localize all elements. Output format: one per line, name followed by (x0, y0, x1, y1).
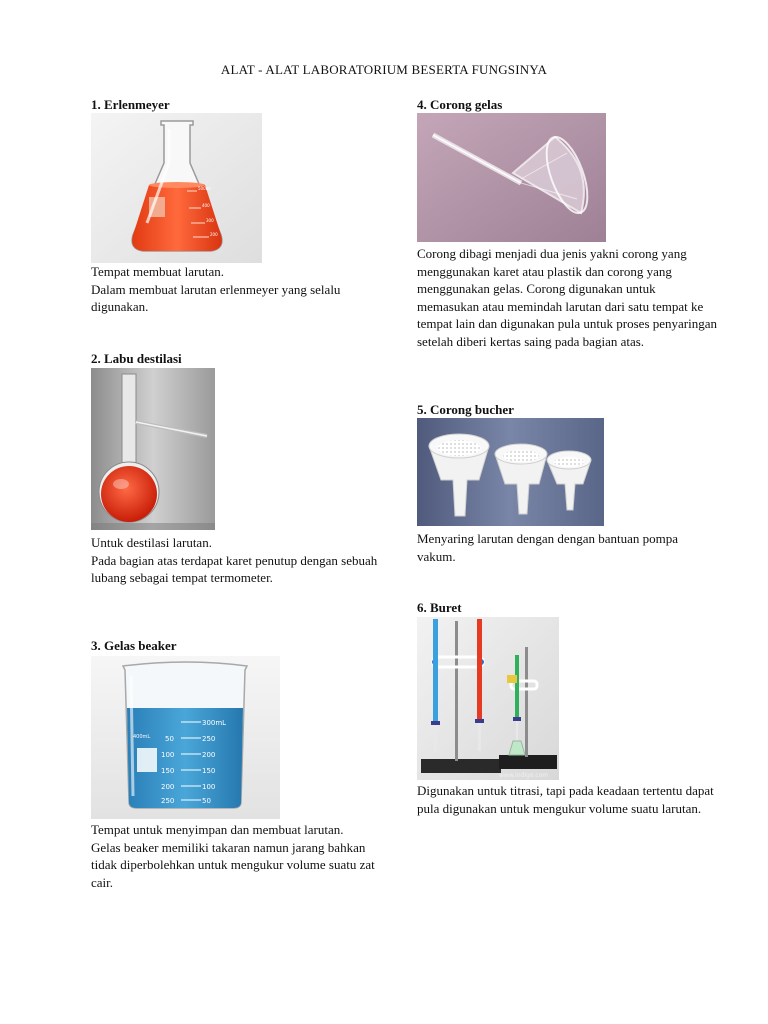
beaker-photo (91, 656, 280, 819)
erlenmeyer-description (91, 263, 391, 316)
beaker-mark-300: 300mL (202, 719, 227, 727)
buchner-funnel-photo (417, 418, 604, 526)
heading-corong-bucher: 5. Corong bucher (417, 402, 514, 417)
erlen-mark-200: 200 (210, 232, 218, 237)
beaker-left-mark-50: 50 (165, 735, 174, 743)
glass-funnel-photo (417, 113, 606, 242)
burette-description (417, 782, 717, 817)
beaker-mark-150: 150 (202, 767, 216, 775)
document-title: ALAT - ALAT LABORATORIUM BESERTA FUNGSINYA (220, 62, 548, 77)
erlenmeyer-line-1: Tempat membuat larutan. (91, 264, 225, 279)
beaker-mark-250: 250 (202, 735, 216, 743)
erlen-mark-400: 400 (202, 203, 210, 208)
erlen-mark-300: 300 (206, 218, 214, 223)
glass-funnel-description (417, 245, 717, 350)
erlenmeyer-line-2: Dalam membuat larutan erlenmeyer yang selalu digunakan. (91, 281, 341, 314)
buchner-description (417, 530, 717, 565)
beaker-mark-200: 200 (202, 751, 216, 759)
beaker-left-mark-150: 150 (161, 767, 175, 775)
glass-funnel-line-1: Corong dibagi menjadi dua jenis yakni corong yang menggunakan karet atau plastik dan corong yang menggunakan gelas. Corong digunakan untuk memasukan atau memindah larutan dari satu tempat ke tempat lain dan digunakan pula untuk proses penyaringan setelah diberi kertas saing pada bagian atas. (417, 246, 718, 349)
burette-stand-icon (417, 617, 559, 780)
beaker-mark-50: 50 (202, 797, 211, 805)
heading-labu-destilasi: 2. Labu destilasi (91, 351, 182, 366)
beaker-left-mark-200: 200 (161, 783, 175, 791)
burette-line-1: Digunakan untuk titrasi, tapi pada keadaan tertentu dapat pula digunakan untuk mengukur volume suatu larutan. (417, 783, 714, 816)
buchner-funnel-icon (417, 418, 604, 526)
erlen-mark-500: 500ml (198, 186, 211, 191)
buchner-line-1: Menyaring larutan dengan dengan bantuan pompa vakum. (417, 531, 678, 564)
beaker-left-mark-100: 100 (161, 751, 175, 759)
beaker-brand: 400mL (133, 734, 151, 740)
heading-buret: 6. Buret (417, 600, 462, 615)
beaker-left-mark-250: 250 (161, 797, 175, 805)
beaker-mark-100: 100 (202, 783, 216, 791)
distillation-line-2: Pada bagian atas terdapat karet penutup dengan sebuah lubang sebagai tempat termometer. (91, 552, 378, 585)
erlenmeyer-photo (91, 113, 262, 263)
heading-erlenmeyer: 1. Erlenmeyer (91, 97, 170, 112)
beaker-icon (91, 656, 280, 819)
burette-watermark: www.indigo.com (499, 772, 549, 779)
heading-gelas-beaker: 3. Gelas beaker (91, 638, 177, 653)
erlenmeyer-flask-icon (91, 113, 262, 263)
distillation-line-1: Untuk destilasi larutan. (91, 535, 212, 550)
distillation-flask-icon (91, 368, 215, 530)
beaker-line-2: Gelas beaker memiliki takaran namun jarang bahkan tidak diperbolehkan untuk mengukur volume suatu zat cair. (91, 839, 375, 890)
burette-photo (417, 617, 559, 780)
beaker-line-1: Tempat untuk menyimpan dan membuat larutan. (91, 822, 344, 837)
glass-funnel-icon (417, 113, 606, 242)
beaker-description (91, 821, 391, 891)
distillation-description (91, 534, 391, 587)
heading-corong-gelas: 4. Corong gelas (417, 97, 503, 112)
distillation-flask-photo (91, 368, 215, 530)
